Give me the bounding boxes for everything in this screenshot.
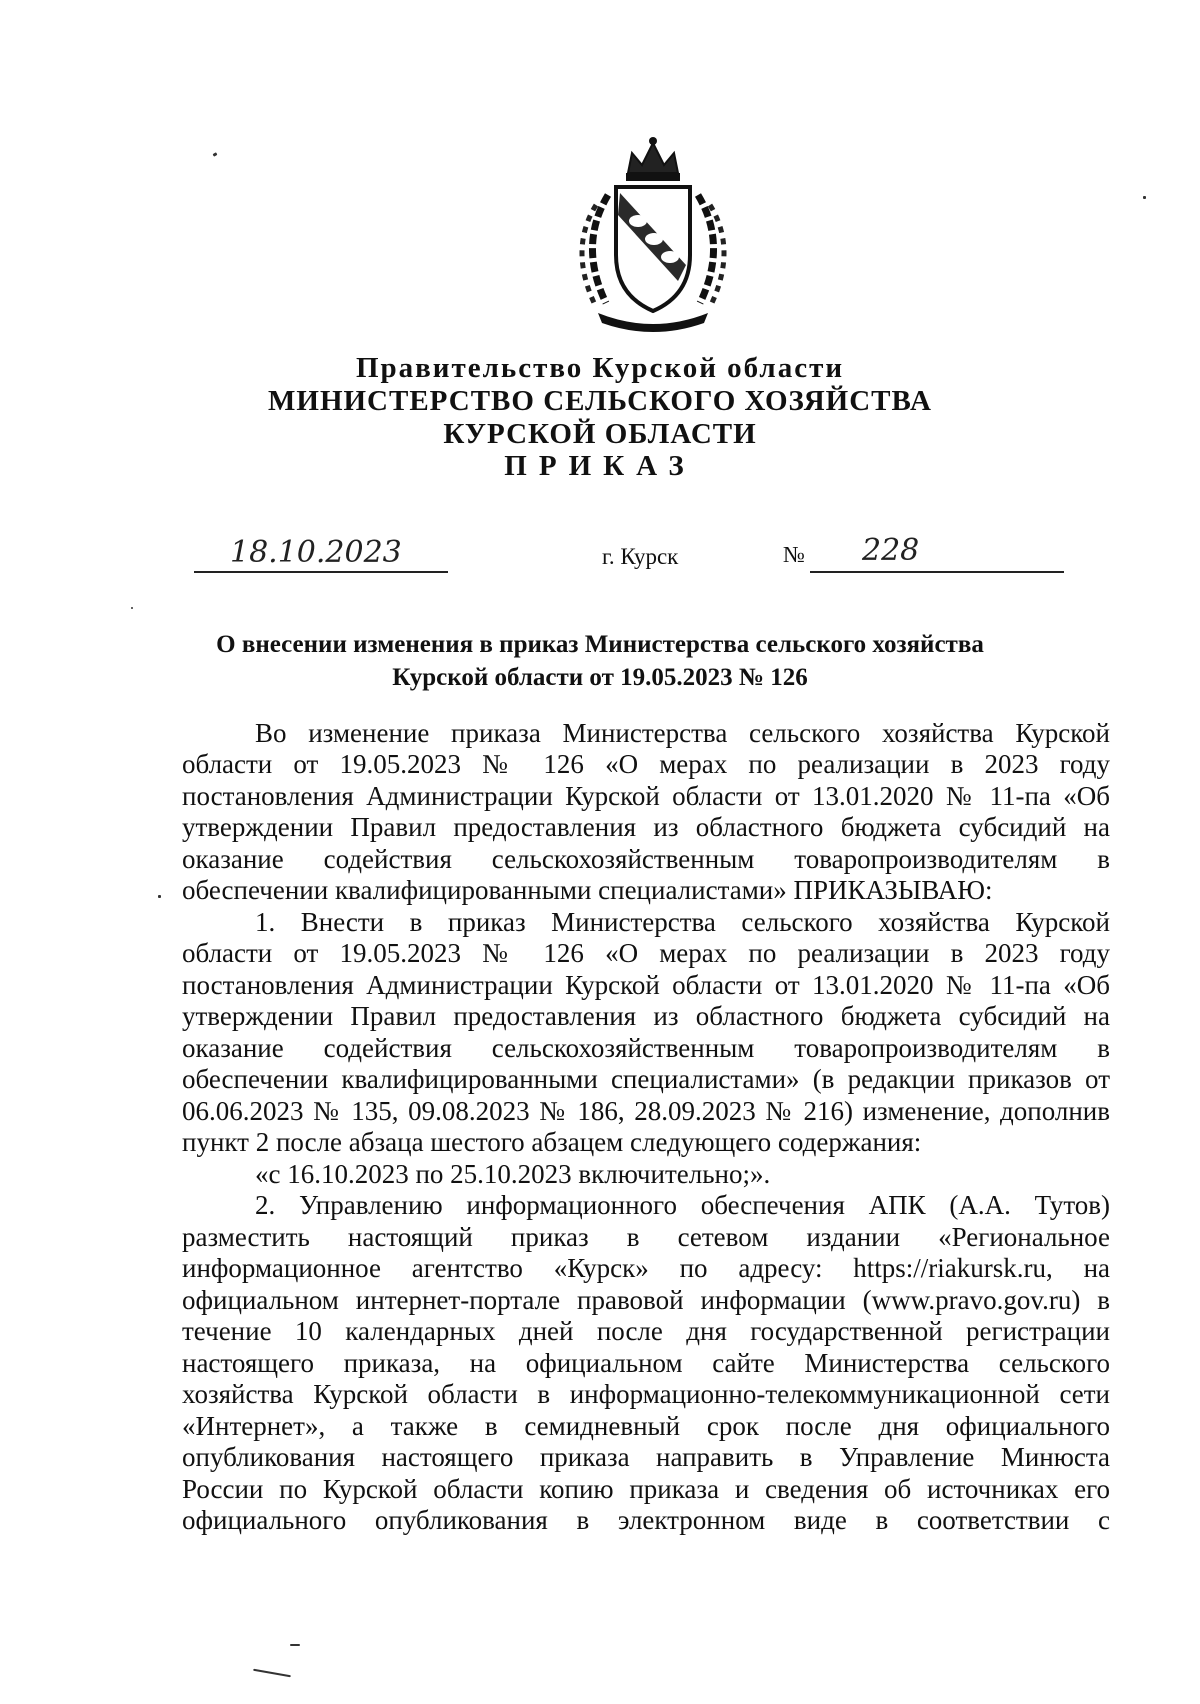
document-title-line2: Курской области от 19.05.2023 № 126 <box>392 664 808 691</box>
body-line-15: «с 16.10.2023 по 25.10.2023 включительно;». <box>255 1159 771 1189</box>
body-line-11: оказание содействия сельскохозяйственным товаропроизводителям в <box>182 1033 1110 1063</box>
coat-of-arms-icon <box>558 135 748 335</box>
scan-speck <box>1143 196 1146 199</box>
scan-speck <box>158 895 161 898</box>
body-line-5: оказание содействия сельскохозяйственным товаропроизводителям в <box>182 844 1110 874</box>
ministry-name-line1: МИНИСТЕРСТВО СЕЛЬСКОГО ХОЗЯЙСТВА <box>268 385 932 417</box>
body-line-18: информационное агентство «Курск» по адресу: https://riakursk.ru, на <box>182 1253 1110 1283</box>
body-line-21: настоящего приказа, на официальном сайте Министерства сельского <box>182 1348 1110 1378</box>
body-line-12: обеспечении квалифицированными специалистами» (в редакции приказов от <box>182 1064 1110 1094</box>
ministry-name-line2: КУРСКОЙ ОБЛАСТИ <box>443 418 757 450</box>
body-line-4: утверждении Правил предоставления из областного бюджета субсидий на <box>182 812 1110 842</box>
body-line-22: хозяйства Курской области в информационно-телекоммуникационной сети <box>182 1379 1110 1409</box>
scan-speck <box>253 1669 291 1678</box>
document-city: г. Курск <box>602 544 679 569</box>
body-line-26: официального опубликования в электронном виде в соответствии с <box>182 1505 1110 1535</box>
body-line-23: «Интернет», а также в семидневный срок после дня официального <box>182 1411 1110 1441</box>
scan-speck <box>131 607 133 609</box>
government-heading: Правительство Курской области <box>355 352 845 384</box>
body-line-10: утверждении Правил предоставления из областного бюджета субсидий на <box>182 1001 1110 1031</box>
body-line-14: пункт 2 после абзаца шестого абзацем следующего содержания: <box>182 1127 922 1157</box>
body-line-17: разместить настоящий приказ в сетевом издании «Региональное <box>182 1222 1110 1252</box>
body-line-25: России по Курской области копию приказа и сведения об источниках его <box>182 1474 1110 1504</box>
body-line-24: опубликования настоящего приказа направить в Управление Минюста <box>182 1442 1110 1472</box>
body-line-8: области от 19.05.2023 № 126 «О мерах по реализации в 2023 году <box>182 938 1110 968</box>
body-line-3: постановления Администрации Курской области от 13.01.2020 № 11-па «Об <box>182 781 1110 811</box>
number-underline <box>810 571 1064 573</box>
body-line-1: Во изменение приказа Министерства сельского хозяйства Курской <box>255 718 1110 748</box>
body-line-7: 1. Внести в приказ Министерства сельского хозяйства Курской <box>255 907 1110 937</box>
scan-speck <box>290 1644 300 1646</box>
scan-speck <box>213 152 218 157</box>
document-title-line1: О внесении изменения в приказ Министерства сельского хозяйства <box>216 631 984 658</box>
body-line-19: официальном интернет-портале правовой информации (www.pravo.gov.ru) в <box>182 1285 1110 1315</box>
body-line-16: 2. Управлению информационного обеспечения АПК (А.А. Тутов) <box>255 1190 1110 1220</box>
body-line-20: течение 10 календарных дней после дня государственной регистрации <box>182 1316 1110 1346</box>
body-line-9: постановления Администрации Курской области от 13.01.2020 № 11-па «Об <box>182 970 1110 1000</box>
body-line-2: области от 19.05.2023 № 126 «О мерах по реализации в 2023 году <box>182 749 1110 779</box>
body-line-6: обеспечении квалифицированными специалистами» ПРИКАЗЫВАЮ: <box>182 875 993 905</box>
number-sign: № <box>783 542 805 567</box>
date-underline <box>194 571 448 573</box>
document-title <box>100 628 1100 694</box>
body-line-13: 06.06.2023 № 135, 09.08.2023 № 186, 28.09.2023 № 216) изменение, дополнив <box>182 1096 1110 1126</box>
document-type-heading: ПРИКАЗ <box>504 450 696 482</box>
document-number: 228 <box>862 533 920 568</box>
document-date: 18.10.2023 <box>230 535 402 570</box>
